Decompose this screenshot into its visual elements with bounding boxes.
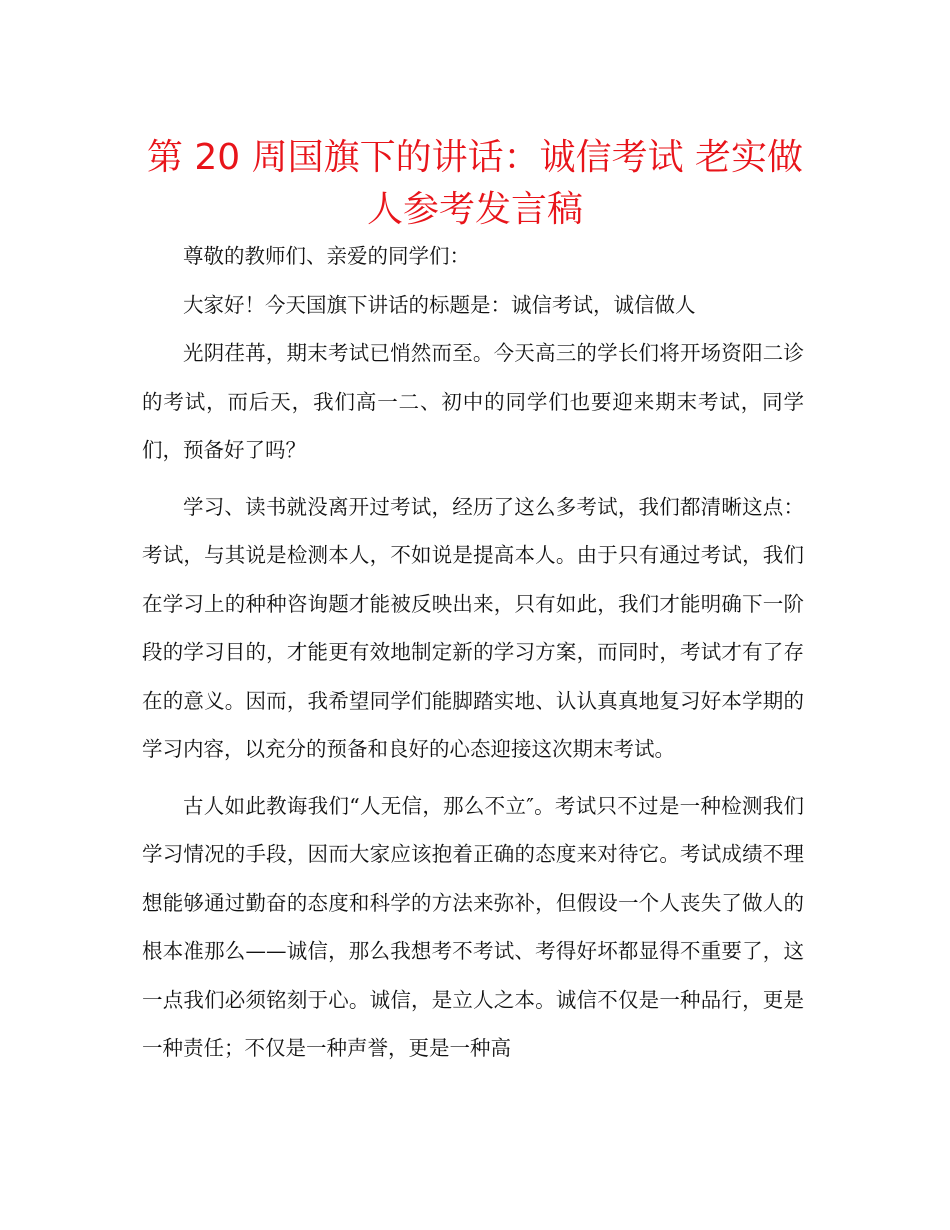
paragraph-integrity: 古人如此教诲我们“人无信，那么不立″。考试只不过是一种检测我们学习情况的手段，因而大家应该抱着正确的态度来对待它。考试成绩不理想能够通过勤奋的态度和科学的方法来弥补，但假设一个人丧失了做人的根本准那么——诚信，那么我想考不考试、考得好坏都显得不重要了，这一点我们必须铭刻于心。诚信，是立人之本。诚信不仅是一种品行，更是一种责任；不仅是一种声誉，更是一种高: [142, 793, 804, 1060]
paragraph-study: 学习、读书就没离开过考试，经历了这么多考试，我们都清晰这点：考试，与其说是检测本人，不如说是提高本人。由于只有通过考试，我们在学习上的种种咨询题才能被反映出来，只有如此，我们才能明确下一阶段的学习目的，才能更有效地制定新的学习方案，而同时，考试才有了存在的意义。因而，我希望同学们能脚踏实地、认认真真地复习好本学期的学习内容，以充分的预备和良好的心态迎接这次期末考试。: [142, 494, 804, 761]
document-title: 第 20 周国旗下的讲话：诚信考试 老实做人参考发言稿: [146, 137, 804, 230]
document-body: [142, 232, 804, 1073]
paragraph-opening: 大家好！今天国旗下讲话的标题是：诚信考试，诚信做人: [183, 292, 696, 317]
paragraph-greeting: 尊敬的教师们、亲爱的同学们：: [183, 244, 470, 268]
paragraph-exam-intro: 光阴荏苒，期末考试已悄然而至。今天高三的学长们将开场资阳二诊的考试，而后天，我们高一二、初中的同学们也要迎来期末考试，同学们，预备好了吗？: [142, 341, 804, 462]
